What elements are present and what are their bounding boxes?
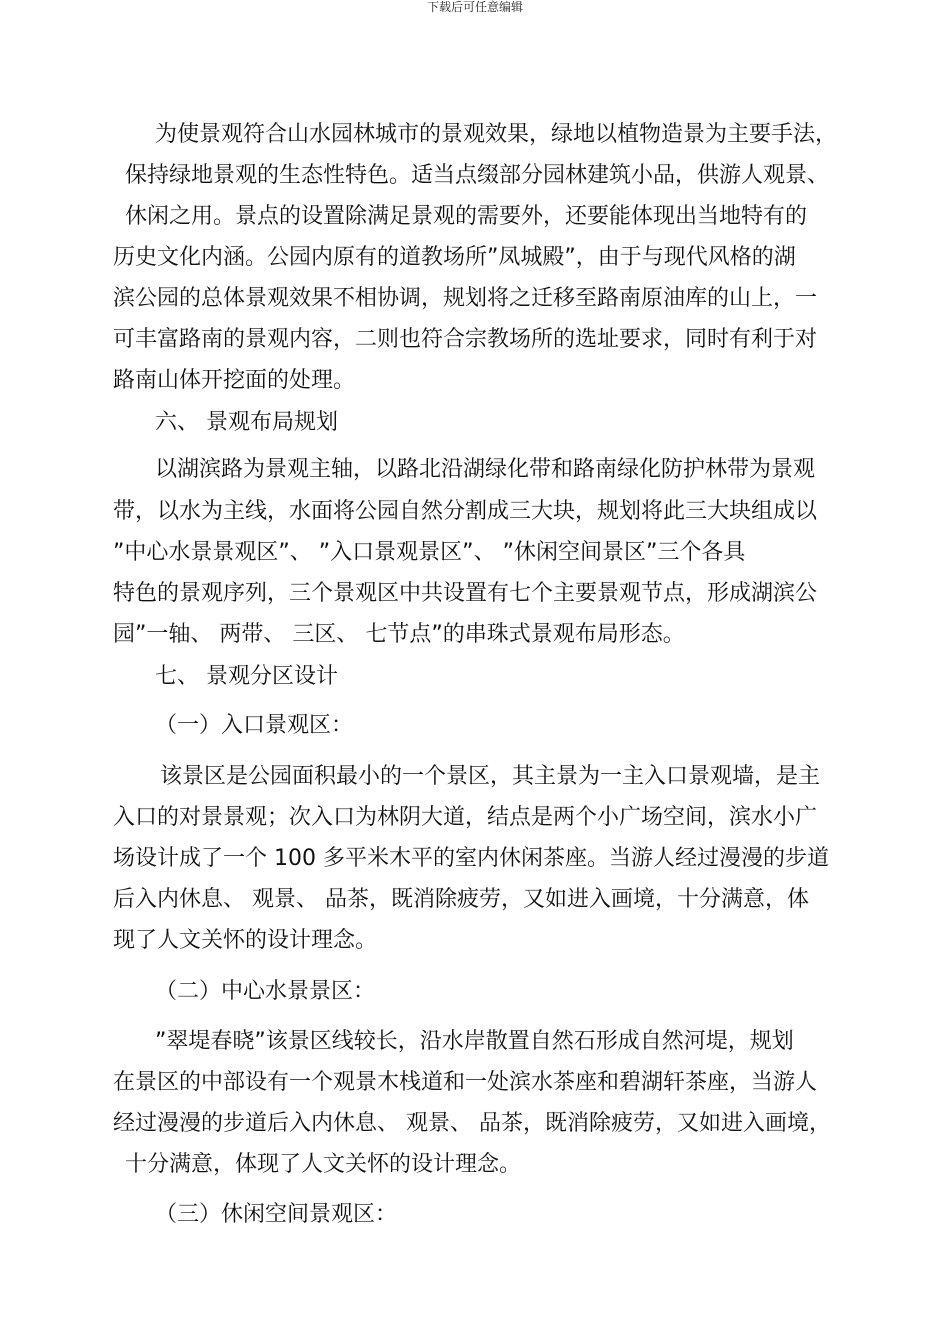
- paragraph-line: 后入内休息、 观景、 品茶，既消除疲劳，又如进入画境，十分满意，体: [113, 887, 809, 912]
- paragraph-line: 特色的景观序列，三个景观区中共设置有七个主要景观节点，形成湖滨公: [113, 581, 818, 606]
- page-header: 下载后可任意编辑: [426, 0, 523, 14]
- paragraph-line: 历史文化内涵。公园内原有的道教场所”凤城殿”，由于与现代风格的湖: [113, 245, 796, 270]
- paragraph-line: 路南山体开挖面的处理。: [113, 368, 356, 393]
- paragraph-line: 入口的对景景观；次入口为林阴大道，结点是两个小广场空间，滨水小广: [113, 805, 818, 830]
- paragraph-line: 带，以水为主线，水面将公园自然分割成三大块，规划将此三大块组成以: [113, 499, 818, 524]
- paragraph-line: 滨公园的总体景观效果不相协调，规划将之迁移至路南原油库的山上，一: [113, 286, 818, 311]
- paragraph-line: 现了人文关怀的设计理念。: [113, 928, 378, 953]
- paragraph-line: 保持绿地景观的生态性特色。适当点缀部分园林建筑小品，供游人观景、: [125, 163, 830, 188]
- subsection-heading: （二）中心水景景区：: [155, 979, 376, 1004]
- paragraph-line: ”翠堤春晓”该景区线较长，沿水岸散置自然石形成自然河堤，规划: [155, 1029, 794, 1054]
- subsection-heading: （三）休闲空间景观区：: [155, 1202, 398, 1227]
- paragraph-line: 场设计成了一个 100 多平米木平的室内休闲茶座。当游人经过漫漫的步道: [113, 846, 829, 871]
- paragraph-line: 在景区的中部设有一个观景木栈道和一处滨水茶座和碧湖轩茶座，当游人: [113, 1070, 818, 1095]
- paragraph-line: ”中心水景景观区”、 ”入口景观景区”、 ”休闲空间景区”三个各具: [113, 540, 746, 565]
- subsection-heading: （一）入口景观区：: [155, 713, 354, 738]
- paragraph-line: 十分满意，体现了人文关怀的设计理念。: [125, 1152, 522, 1177]
- paragraph-line: 该景区是公园面积最小的一个景区，其主景为一主入口景观墙，是主: [160, 764, 821, 789]
- section-heading: 六、 景观布局规划: [155, 410, 338, 435]
- paragraph-line: 为使景观符合山水园林城市的景观效果，绿地以植物造景为主要手法，: [155, 122, 838, 147]
- paragraph-line: 经过漫漫的步道后入内休息、 观景、 品茶，既消除疲劳，又如进入画境，: [113, 1111, 831, 1136]
- section-heading: 七、 景观分区设计: [155, 664, 338, 689]
- paragraph-line: 休闲之用。景点的设置除满足景观的需要外，还要能体现出当地特有的: [125, 204, 808, 229]
- paragraph-line: 可丰富路南的景观内容，二则也符合宗教场所的选址要求，同时有利于对: [113, 327, 818, 352]
- paragraph-line: 园”一轴、 两带、 三区、 七节点”的串珠式景观布局形态。: [113, 622, 685, 647]
- paragraph-line: 以湖滨路为景观主轴，以路北沿湖绿化带和路南绿化防护林带为景观: [155, 457, 816, 482]
